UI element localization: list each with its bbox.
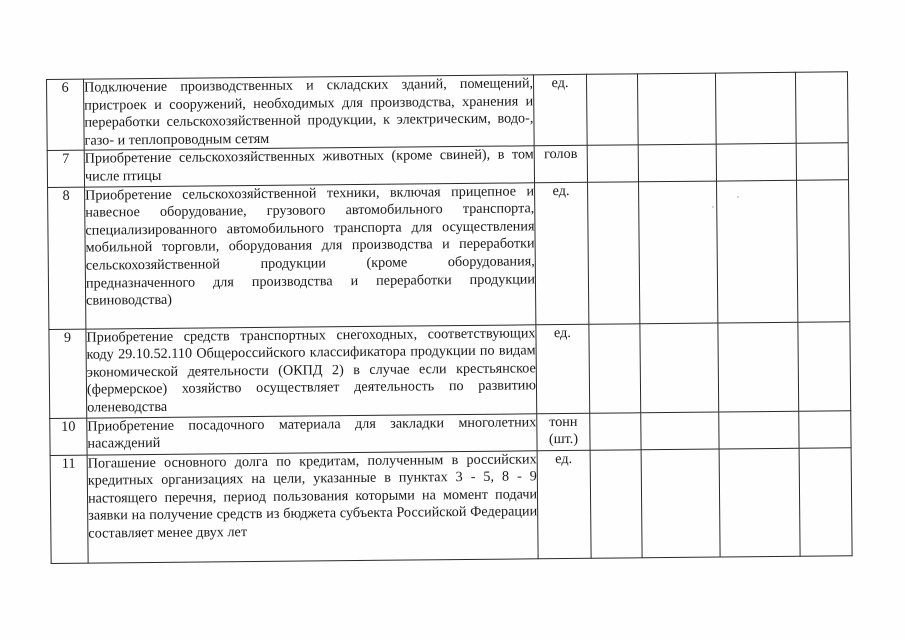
row-unit: голов: [534, 146, 587, 183]
row-description: Приобретение посадочного материала для закладки многолетних насаждений: [87, 413, 537, 454]
row-description: Погашение основного долга по кредитам, полученным в российских кредитных организациях на цели, указанные в пунктах 3 - 5, 8 - 9 настоящего перечня, период пользования которыми на момент подачи заявки на получение средств из бюджета субъекта Российской Федерации составляет менее двух лет: [87, 450, 538, 562]
table-row: [50, 447, 852, 563]
empty-cell: [795, 72, 848, 144]
row-unit: ед.: [536, 324, 590, 414]
empty-cell: [719, 411, 799, 449]
empty-cell: [799, 410, 851, 447]
row-description: Приобретение сельскохозяйственных животных (кроме свиней), в том числе птицы: [84, 146, 534, 187]
scan-speck: [712, 206, 714, 208]
empty-cell: [719, 448, 800, 557]
empty-cell: [797, 179, 850, 321]
row-number: 11: [50, 455, 88, 563]
empty-cell: [641, 412, 719, 450]
row-number: 10: [50, 418, 87, 455]
empty-cell: [716, 144, 796, 181]
row-description: Приобретение средств транспортных снегоходных, соответствующих коду 29.10.52.110 Общероссийского классификатора продукции по видам экономической деятельности (ОКПД 2) в случае если крестьянское (фермерское) хозяйство осуществляет деятельность по развитию оленеводства: [86, 324, 537, 417]
empty-cell: [590, 449, 642, 557]
empty-cell: [637, 73, 716, 145]
row-unit: тонн (шт.): [537, 413, 590, 451]
empty-cell: [589, 323, 641, 412]
empty-cell: [641, 449, 720, 558]
row-description: Приобретение сельскохозяйственной техники, включая прицепное и навесное оборудование, грузового автомобильного транспорта, специализированного автомобильного транспорта для осуществления мобильной торговли, оборудования для производства и переработки сельскохозяйственной продукции (кроме оборудования, предназначенного для производства и переработки продукции свиноводства): [85, 182, 536, 328]
row-description: Подключение производственных и складских зданий, помещений, пристроек и сооружений, необходимых для производства, хранения и переработки сельскохозяйственной продукции, к электрическим, водо-, газо- и теплопроводным сетям: [84, 75, 535, 151]
empty-cell: [717, 180, 798, 323]
table-row: [48, 179, 850, 329]
empty-cell: [639, 181, 718, 324]
scan-speck: [737, 196, 739, 198]
row-unit: ед.: [537, 450, 591, 559]
row-unit: ед.: [535, 182, 589, 325]
empty-cell: [799, 447, 852, 555]
empty-cell: [588, 181, 640, 323]
row-unit: ед.: [533, 74, 587, 146]
row-number: 6: [47, 79, 85, 151]
empty-cell: [638, 144, 716, 181]
empty-cell: [796, 143, 848, 180]
empty-cell: [718, 322, 799, 412]
empty-cell: [587, 145, 638, 182]
empty-cell: [590, 412, 641, 449]
table-row: [47, 72, 849, 151]
empty-cell: [798, 321, 851, 410]
expense-items-table: [46, 71, 853, 563]
row-number: 8: [48, 187, 86, 329]
row-number: 7: [47, 151, 84, 188]
table-row: [49, 321, 851, 418]
row-number: 9: [49, 329, 87, 418]
empty-cell: [715, 72, 796, 144]
empty-cell: [640, 323, 719, 413]
empty-cell: [586, 74, 638, 146]
